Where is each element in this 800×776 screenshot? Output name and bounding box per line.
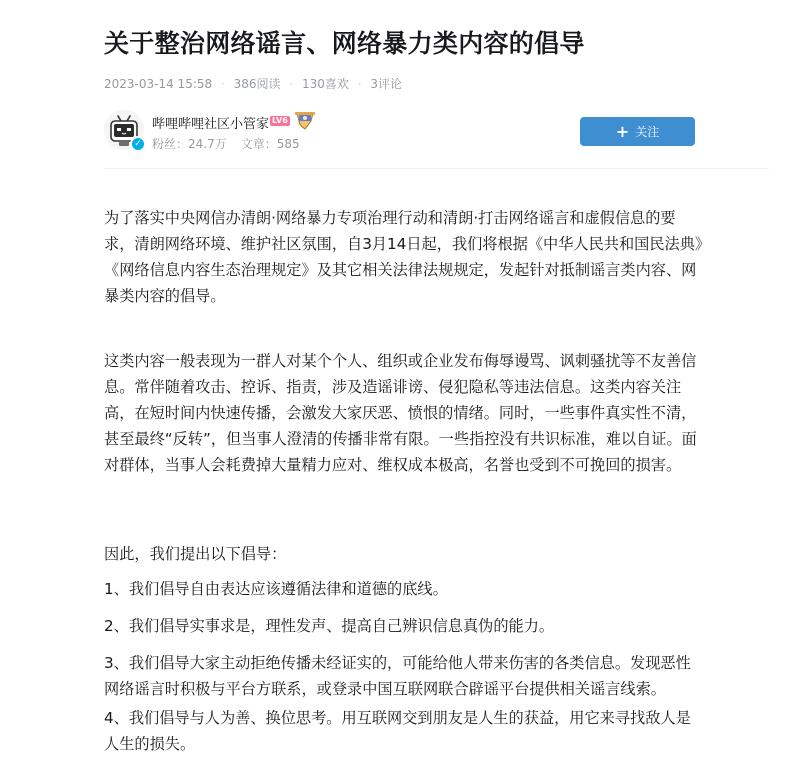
meta-separator: · xyxy=(357,77,362,91)
article-meta xyxy=(104,75,402,92)
paragraph: 因此，我们提出以下倡导： xyxy=(104,545,287,563)
author-stats xyxy=(152,135,300,152)
list-item: 1、我们倡导自由表达应该遵循法律和道德的底线。 xyxy=(104,580,448,598)
medal-icon xyxy=(294,110,316,130)
read-count: 386阅读 xyxy=(233,77,281,91)
list-item: 3、我们倡导大家主动拒绝传播未经证实的，可能给他人带来伤害的各类信息。发现恶性网络谣言时积极与平台方联系，或登录中国互联网联合辟谣平台提供相关谣言线索。 xyxy=(104,654,691,698)
article-count: 文章：585 xyxy=(240,137,300,151)
verified-badge-icon: ✓ xyxy=(130,136,146,152)
publish-datetime: 2023-03-14 15:58 xyxy=(104,77,213,91)
avatar[interactable] xyxy=(104,110,144,150)
list-item: 4、我们倡导与人为善、换位思考。用互联网交到朋友是人生的获益，用它来寻找敌人是人生的损失。 xyxy=(104,709,691,753)
author-name[interactable]: 哔哩哔哩社区小管家 xyxy=(152,117,270,132)
meta-separator: · xyxy=(289,77,294,91)
like-count: 130喜欢 xyxy=(302,77,349,91)
meta-separator: · xyxy=(220,77,225,91)
follow-label: 关注 xyxy=(635,125,660,139)
paragraph: 这类内容一般表现为一群人对某个个人、组织或企业发布侮辱谩骂、讽刺骚扰等不友善信息。常伴随着攻击、控诉、指责，涉及造谣诽谤、侵犯隐私等违法信息。这类内容关注高，在短时间内快速传播，会激发大家厌恶、愤恨的情绪。同时，一些事件真实性不清，甚至最终“反转”，但当事人澄清的传播非常有限。一些指控没有共识标准，难以自证。面对群体，当事人会耗费掉大量精力应对、维权成本极高，名誉也受到不可挽回的损害。 xyxy=(104,352,697,474)
follow-button[interactable] xyxy=(580,117,695,146)
comment-count[interactable]: 3评论 xyxy=(370,77,403,91)
paragraph: 为了落实中央网信办清朗·网络暴力专项治理行动和清朗·打击网络谣言和虚假信息的要求，清朗网络环境、维护社区氛围，自3月14日起，我们将根据《中华人民共和国民法典》《网络信息内容生态治理规定》及其它相关法律法规规定，发起针对抵制谣言类内容、网暴类内容的倡导。 xyxy=(104,209,703,305)
article-title: 关于整治网络谣言、网络暴力类内容的倡导 xyxy=(104,29,585,58)
list-item: 2、我们倡导实事求是，理性发声、提高自己辨识信息真伪的能力。 xyxy=(104,617,555,635)
level-badge: LV6 xyxy=(272,116,288,125)
plus-icon: + xyxy=(615,122,630,141)
divider xyxy=(104,168,769,169)
fans-count: 粉丝：24.7万 xyxy=(152,137,227,151)
